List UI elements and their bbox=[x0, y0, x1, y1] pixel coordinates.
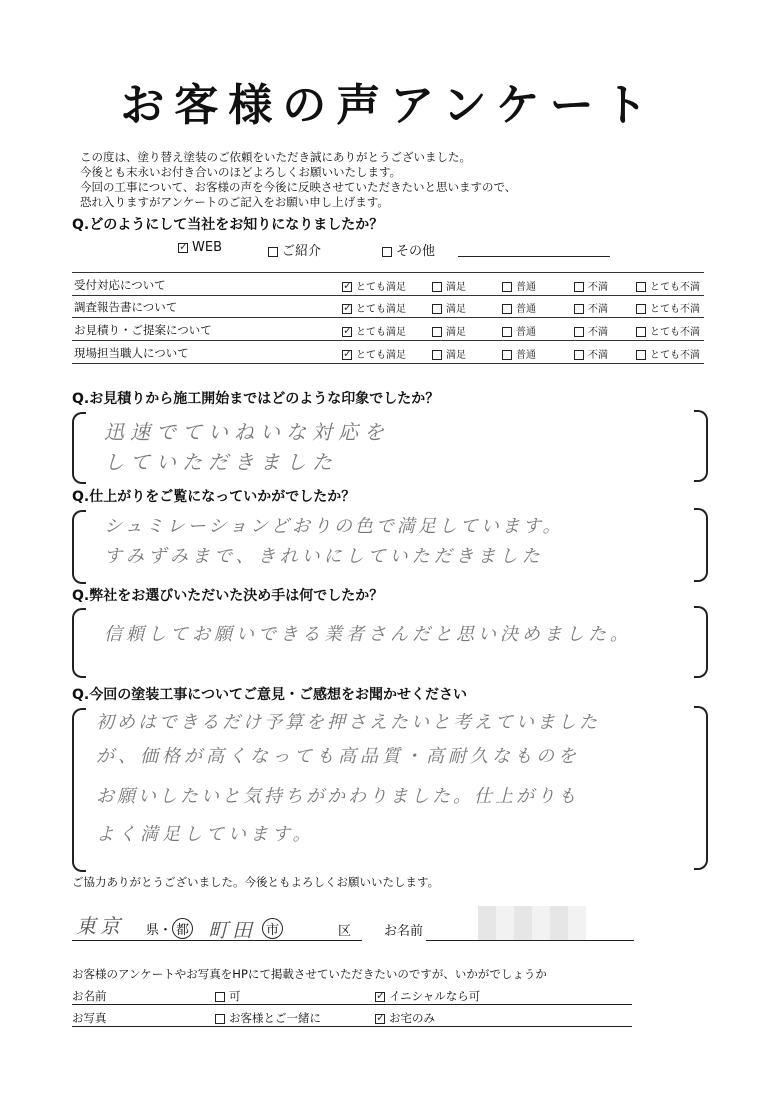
rating-option-label: 普通 bbox=[516, 282, 536, 293]
rating-option[interactable] bbox=[502, 323, 536, 338]
rating-option[interactable] bbox=[574, 300, 608, 315]
rating-option-label: とても満足 bbox=[356, 282, 406, 293]
rating-option-label: 不満 bbox=[588, 350, 608, 361]
intro-text bbox=[80, 150, 516, 210]
rating-option-label: とても満足 bbox=[356, 350, 406, 361]
rating-option-label: 不満 bbox=[588, 327, 608, 338]
rating-option[interactable] bbox=[502, 300, 536, 315]
publish-name-option-ok[interactable]: 可 bbox=[215, 988, 241, 1004]
intro-line: 今回の工事について、お客様の声を今後に反映させていただきたいと思いますので、 bbox=[80, 180, 517, 194]
rating-option[interactable] bbox=[636, 278, 700, 293]
checkbox-icon[interactable] bbox=[636, 282, 646, 292]
row-divider bbox=[72, 1026, 632, 1027]
checkbox-icon[interactable] bbox=[432, 282, 442, 292]
rating-row bbox=[72, 341, 704, 364]
prefecture-label: 県・ 都 bbox=[146, 918, 193, 939]
answer-bracket-left bbox=[72, 510, 86, 584]
rating-option[interactable] bbox=[432, 323, 466, 338]
rating-option-label: 満足 bbox=[446, 327, 466, 338]
answer-bracket-left bbox=[72, 412, 86, 484]
q3-question: Q.仕上がりをご覧になっていかがでしたか？ bbox=[72, 489, 356, 505]
q4-answer-line: 信頼してお願いできる業者さんだと思い決めました。 bbox=[104, 624, 632, 645]
rating-option-label: とても不満 bbox=[650, 327, 700, 338]
checkbox-icon[interactable] bbox=[382, 247, 392, 257]
answer-bracket-right bbox=[694, 706, 708, 870]
rating-row-label: 現場担当職人について bbox=[74, 346, 189, 360]
answer-bracket-left bbox=[72, 608, 86, 678]
checkbox-icon[interactable] bbox=[342, 304, 352, 314]
q3-answer-line: シュミレーションどおりの色で満足しています。 bbox=[104, 516, 564, 537]
q2-question: Q.お見積りから施工開始まではどのような印象でしたか？ bbox=[72, 391, 440, 407]
checkbox-icon[interactable] bbox=[215, 1014, 225, 1024]
checkbox-icon[interactable] bbox=[574, 304, 584, 314]
checkbox-icon[interactable] bbox=[502, 304, 512, 314]
name-underline[interactable] bbox=[426, 940, 634, 941]
rating-option-label: とても満足 bbox=[356, 304, 406, 315]
rating-row-label: 調査報告書について bbox=[74, 300, 178, 314]
publish-question: お客様のアンケートやお写真をHPにて掲載させていただきたいのですが、いかがでしょうか bbox=[72, 967, 547, 981]
redacted-name bbox=[478, 906, 586, 940]
q4-question: Q.弊社をお選びいただいた決め手は何でしたか？ bbox=[72, 588, 384, 604]
checkbox-icon[interactable] bbox=[268, 247, 278, 257]
publish-photo-option-house-only[interactable]: ✓ お宅のみ bbox=[375, 1010, 435, 1026]
rating-option[interactable] bbox=[636, 346, 700, 361]
checkbox-icon[interactable] bbox=[574, 327, 584, 337]
rating-option[interactable] bbox=[432, 346, 466, 361]
checkbox-icon[interactable] bbox=[342, 350, 352, 360]
checkbox-icon[interactable] bbox=[574, 350, 584, 360]
rating-option[interactable] bbox=[502, 278, 536, 293]
intro-line: 今後とも末永いお付き合いのほどよろしくお願いいたします。 bbox=[80, 165, 402, 179]
name-label: お名前 bbox=[384, 924, 424, 939]
q1-question: Q.どのようにして当社をお知りになりましたか？ bbox=[72, 217, 384, 233]
q5-answer-line: が、価格が高くなっても高品質・高耐久なものを bbox=[96, 746, 580, 767]
rating-option-label: 普通 bbox=[516, 327, 536, 338]
ward-label: 区 bbox=[338, 924, 352, 939]
prefecture-value: 東京 bbox=[76, 914, 124, 938]
rating-option-label: とても不満 bbox=[650, 304, 700, 315]
rating-option[interactable] bbox=[432, 278, 466, 293]
checkbox-icon[interactable] bbox=[432, 327, 442, 337]
rating-option-label: 不満 bbox=[588, 304, 608, 315]
city-value: 町田 bbox=[208, 918, 256, 942]
page-title: お客様の声アンケート bbox=[120, 80, 658, 131]
rating-option[interactable] bbox=[636, 300, 700, 315]
other-input-line[interactable] bbox=[458, 256, 610, 257]
checkbox-icon[interactable] bbox=[432, 304, 442, 314]
q5-answer-line: よく満足しています。 bbox=[96, 824, 315, 845]
publish-photo-option-with-customer[interactable]: お客様とご一緒に bbox=[215, 1010, 321, 1026]
answer-bracket-right bbox=[694, 410, 708, 482]
rating-option-label: 普通 bbox=[516, 304, 536, 315]
q3-answer-line: すみずみまで、きれいにしていただきました bbox=[104, 546, 544, 567]
rating-option[interactable] bbox=[574, 278, 608, 293]
checkbox-icon[interactable] bbox=[178, 243, 188, 253]
rating-option-label: とても不満 bbox=[650, 282, 700, 293]
source-option-web[interactable]: ✓WEB bbox=[178, 240, 222, 255]
source-option-referral[interactable]: ご紹介 bbox=[268, 240, 321, 259]
intro-line: 恐れ入りますがアンケートのご記入をお願い申し上げます。 bbox=[80, 195, 389, 209]
rating-option[interactable] bbox=[574, 346, 608, 361]
publish-name-option-initials[interactable]: ✓ イニシャルなら可 bbox=[375, 988, 480, 1004]
rating-option[interactable] bbox=[502, 346, 536, 361]
rating-row bbox=[72, 318, 704, 341]
answer-bracket-left bbox=[72, 708, 86, 872]
rating-option-label: 満足 bbox=[446, 282, 466, 293]
rating-option[interactable] bbox=[342, 300, 406, 315]
rating-option[interactable] bbox=[342, 278, 406, 293]
checkbox-icon[interactable] bbox=[636, 350, 646, 360]
rating-option[interactable] bbox=[636, 323, 700, 338]
rating-option[interactable] bbox=[574, 323, 608, 338]
checkbox-icon[interactable] bbox=[375, 1014, 385, 1024]
checkbox-icon[interactable] bbox=[502, 327, 512, 337]
publish-name-label: お名前 bbox=[72, 989, 107, 1003]
checkbox-icon[interactable] bbox=[502, 350, 512, 360]
rating-option[interactable] bbox=[342, 323, 406, 338]
q5-answer-line: 初めはできるだけ予算を押さえたいと考えていました bbox=[96, 712, 600, 733]
rating-option-label: とても満足 bbox=[356, 327, 406, 338]
answer-bracket-right bbox=[694, 508, 708, 582]
checkbox-icon[interactable] bbox=[342, 282, 352, 292]
rating-option-label: 普通 bbox=[516, 350, 536, 361]
rating-option-label: 満足 bbox=[446, 304, 466, 315]
rating-option-label: 不満 bbox=[588, 282, 608, 293]
q5-answer-line: お願いしたいと気持ちがかわりました。仕上がりも bbox=[96, 786, 579, 807]
rating-option-label: 満足 bbox=[446, 350, 466, 361]
city-label: 市 bbox=[262, 918, 283, 939]
checkbox-icon[interactable] bbox=[636, 304, 646, 314]
checkbox-icon[interactable] bbox=[432, 350, 442, 360]
checkbox-icon[interactable] bbox=[574, 282, 584, 292]
address-underline[interactable] bbox=[72, 940, 362, 941]
q5-question: Q.今回の塗装工事についてご意見・ご感想をお聞かせください bbox=[72, 687, 467, 703]
rating-row bbox=[72, 272, 704, 296]
rating-option[interactable] bbox=[342, 346, 406, 361]
row-divider bbox=[72, 1004, 632, 1005]
rating-option[interactable] bbox=[432, 300, 466, 315]
answer-bracket-right bbox=[694, 606, 708, 678]
thanks-text: ご協力ありがとうございました。今後ともよろしくお願いいたします。 bbox=[72, 875, 440, 889]
q2-answer-line: していただきました bbox=[104, 450, 338, 474]
rating-option-label: とても不満 bbox=[650, 350, 700, 361]
rating-row bbox=[72, 295, 704, 318]
intro-line: この度は、塗り替え塗装のご依頼をいただき誠にありがとうございました。 bbox=[80, 150, 471, 164]
checkbox-icon[interactable] bbox=[502, 282, 512, 292]
checkbox-icon[interactable] bbox=[342, 327, 352, 337]
checkbox-icon[interactable] bbox=[215, 992, 225, 1002]
publish-photo-label: お写真 bbox=[72, 1011, 107, 1025]
rating-row-label: 受付対応について bbox=[74, 278, 166, 292]
checkbox-icon[interactable] bbox=[375, 992, 385, 1002]
source-option-other[interactable]: その他 bbox=[382, 240, 435, 259]
checkbox-icon[interactable] bbox=[636, 327, 646, 337]
q2-answer-line: 迅速でていねいな対応を bbox=[104, 420, 390, 444]
rating-row-label: お見積り・ご提案について bbox=[74, 323, 212, 337]
